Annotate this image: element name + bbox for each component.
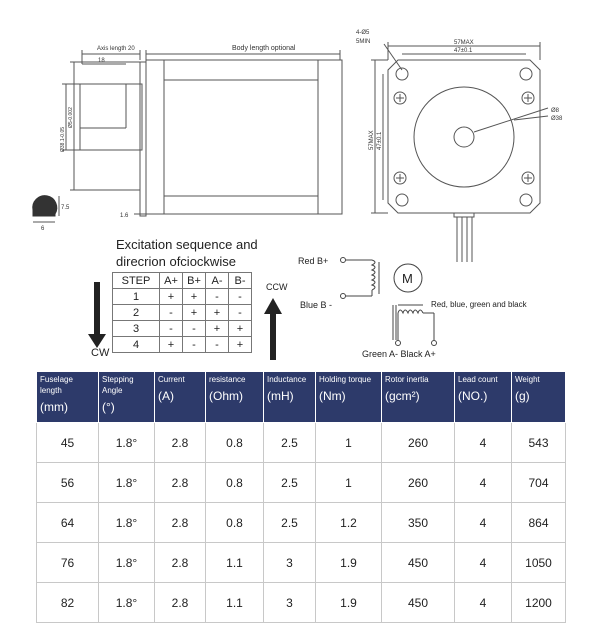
side-view bbox=[62, 50, 342, 216]
excitation-cell: 2 bbox=[113, 305, 160, 321]
excitation-row bbox=[113, 305, 252, 321]
spec-cell: 1.9 bbox=[316, 543, 382, 583]
excitation-cell: + bbox=[183, 289, 206, 305]
spec-cell: 2.5 bbox=[264, 423, 316, 463]
height-max-dimension: 57MAX bbox=[369, 130, 375, 150]
excitation-cell: + bbox=[160, 337, 183, 353]
spec-cell: 2.8 bbox=[155, 503, 206, 543]
excitation-header-cell: B+ bbox=[183, 273, 206, 289]
spec-cell: 3 bbox=[264, 543, 316, 583]
excitation-cell: - bbox=[206, 289, 229, 305]
wire-colors-label: Red, blue, green and black bbox=[431, 300, 527, 309]
spec-row bbox=[37, 463, 566, 503]
spec-cell: 4 bbox=[455, 423, 512, 463]
spec-cell: 1200 bbox=[512, 583, 566, 623]
spec-cell: 4 bbox=[455, 503, 512, 543]
spec-cell: 45 bbox=[37, 423, 99, 463]
excitation-row bbox=[113, 289, 252, 305]
key-height-dimension: 7.5 bbox=[61, 205, 70, 211]
spec-header-cell: Stepping Angle (°) bbox=[99, 372, 155, 423]
spec-header-cell: Weight (g) bbox=[512, 372, 566, 423]
wiring-diagram bbox=[341, 258, 437, 346]
spec-header-cell: Current (A) bbox=[155, 372, 206, 423]
excitation-table bbox=[112, 272, 252, 353]
front-offset-dimension: 1.6 bbox=[120, 213, 129, 219]
excitation-cell: - bbox=[229, 305, 252, 321]
spec-row bbox=[37, 583, 566, 623]
height-bolt-circle-dimension: 47±0.1 bbox=[377, 131, 383, 150]
spec-cell: 0.8 bbox=[206, 503, 264, 543]
excitation-cell: - bbox=[183, 337, 206, 353]
spec-header-cell: Lead count (NO.) bbox=[455, 372, 512, 423]
spec-cell: 2.5 bbox=[264, 503, 316, 543]
excitation-cell: - bbox=[160, 321, 183, 337]
hole-label-a: 4-Ø5 bbox=[356, 30, 370, 36]
spec-cell: 4 bbox=[455, 543, 512, 583]
spec-cell: 1.9 bbox=[316, 583, 382, 623]
excitation-cell: - bbox=[206, 337, 229, 353]
excitation-header-row bbox=[113, 273, 252, 289]
width-max-dimension: 57MAX bbox=[454, 40, 474, 46]
spec-cell: 2.8 bbox=[155, 583, 206, 623]
excitation-header-cell: A- bbox=[206, 273, 229, 289]
excitation-cell: 1 bbox=[113, 289, 160, 305]
excitation-cell: + bbox=[183, 305, 206, 321]
spec-cell: 0.8 bbox=[206, 463, 264, 503]
excitation-cell: + bbox=[229, 337, 252, 353]
excitation-header-cell: B- bbox=[229, 273, 252, 289]
excitation-cell: + bbox=[206, 321, 229, 337]
excitation-cell: + bbox=[229, 321, 252, 337]
shaft-dimension-b: Ø5-0.002 bbox=[68, 107, 74, 128]
spec-header-cell: Rotor inertia (gcm²) bbox=[382, 372, 455, 423]
excitation-header-cell: A+ bbox=[160, 273, 183, 289]
flat-dimension: 18 bbox=[98, 58, 105, 64]
excitation-title: Excitation sequence and direcrion ofciockwise bbox=[116, 237, 258, 269]
spec-cell: 864 bbox=[512, 503, 566, 543]
spec-cell: 1.1 bbox=[206, 543, 264, 583]
spec-header-row bbox=[37, 372, 566, 423]
spec-cell: 1.8° bbox=[99, 463, 155, 503]
wire-blue-b-minus: Blue B - bbox=[300, 300, 333, 310]
hole-label-b: 5MIN bbox=[356, 39, 371, 45]
spec-header-cell: Fuselage length (mm) bbox=[37, 372, 99, 423]
spec-cell: 704 bbox=[512, 463, 566, 503]
spec-cell: 1050 bbox=[512, 543, 566, 583]
width-bolt-circle-dimension: 47±0.1 bbox=[454, 48, 473, 54]
spec-cell: 1 bbox=[316, 463, 382, 503]
excitation-cell: 4 bbox=[113, 337, 160, 353]
cw-arrow-icon bbox=[88, 282, 106, 348]
spec-cell: 450 bbox=[382, 583, 455, 623]
spec-cell: 350 bbox=[382, 503, 455, 543]
spec-cell: 1.2 bbox=[316, 503, 382, 543]
excitation-cell: - bbox=[229, 289, 252, 305]
excitation-cell: + bbox=[206, 305, 229, 321]
spec-cell: 1.1 bbox=[206, 583, 264, 623]
spec-cell: 56 bbox=[37, 463, 99, 503]
spec-cell: 1.8° bbox=[99, 543, 155, 583]
body-length-label: Body length optional bbox=[232, 45, 296, 52]
spec-cell: 82 bbox=[37, 583, 99, 623]
spec-cell: 1.8° bbox=[99, 583, 155, 623]
excitation-header-cell: STEP bbox=[113, 273, 160, 289]
spec-cell: 1.8° bbox=[99, 423, 155, 463]
spec-cell: 260 bbox=[382, 423, 455, 463]
excitation-cell: + bbox=[160, 289, 183, 305]
spec-cell: 1.8° bbox=[99, 503, 155, 543]
excitation-row bbox=[113, 337, 252, 353]
spec-cell: 4 bbox=[455, 463, 512, 503]
excitation-cell: - bbox=[160, 305, 183, 321]
spec-cell: 450 bbox=[382, 543, 455, 583]
spec-cell: 0.8 bbox=[206, 423, 264, 463]
cw-label: CW bbox=[91, 347, 110, 359]
wire-red-b-plus: Red B+ bbox=[298, 256, 329, 266]
boss-dimension-a: Ø8 bbox=[551, 108, 560, 114]
spec-row bbox=[37, 543, 566, 583]
shaft-dimension-a: Ø38.1-0.05 bbox=[60, 126, 66, 152]
shaft-key-section bbox=[33, 196, 59, 222]
ccw-arrow-icon bbox=[264, 298, 282, 360]
specification-table bbox=[36, 371, 566, 623]
spec-cell: 543 bbox=[512, 423, 566, 463]
spec-header-cell: resistance (Ohm) bbox=[206, 372, 264, 423]
spec-cell: 4 bbox=[455, 583, 512, 623]
excitation-row bbox=[113, 321, 252, 337]
axis-length-label: Axis length 20 bbox=[97, 46, 135, 52]
excitation-cell: 3 bbox=[113, 321, 160, 337]
spec-cell: 2.8 bbox=[155, 423, 206, 463]
spec-cell: 3 bbox=[264, 583, 316, 623]
key-width-dimension: 6 bbox=[41, 226, 45, 232]
ccw-label: CCW bbox=[266, 282, 288, 292]
spec-row bbox=[37, 503, 566, 543]
spec-header-cell: Inductance (mH) bbox=[264, 372, 316, 423]
spec-cell: 260 bbox=[382, 463, 455, 503]
spec-cell: 64 bbox=[37, 503, 99, 543]
spec-cell: 2.8 bbox=[155, 463, 206, 503]
excitation-cell: - bbox=[183, 321, 206, 337]
motor-symbol-label: M bbox=[402, 271, 413, 286]
front-view bbox=[371, 42, 548, 262]
spec-cell: 1 bbox=[316, 423, 382, 463]
boss-dimension-b: Ø38 bbox=[551, 116, 563, 122]
spec-cell: 2.8 bbox=[155, 543, 206, 583]
wire-green-black: Green A- Black A+ bbox=[362, 349, 436, 359]
spec-cell: 76 bbox=[37, 543, 99, 583]
spec-header-cell: Holding torque (Nm) bbox=[316, 372, 382, 423]
spec-row bbox=[37, 423, 566, 463]
spec-cell: 2.5 bbox=[264, 463, 316, 503]
